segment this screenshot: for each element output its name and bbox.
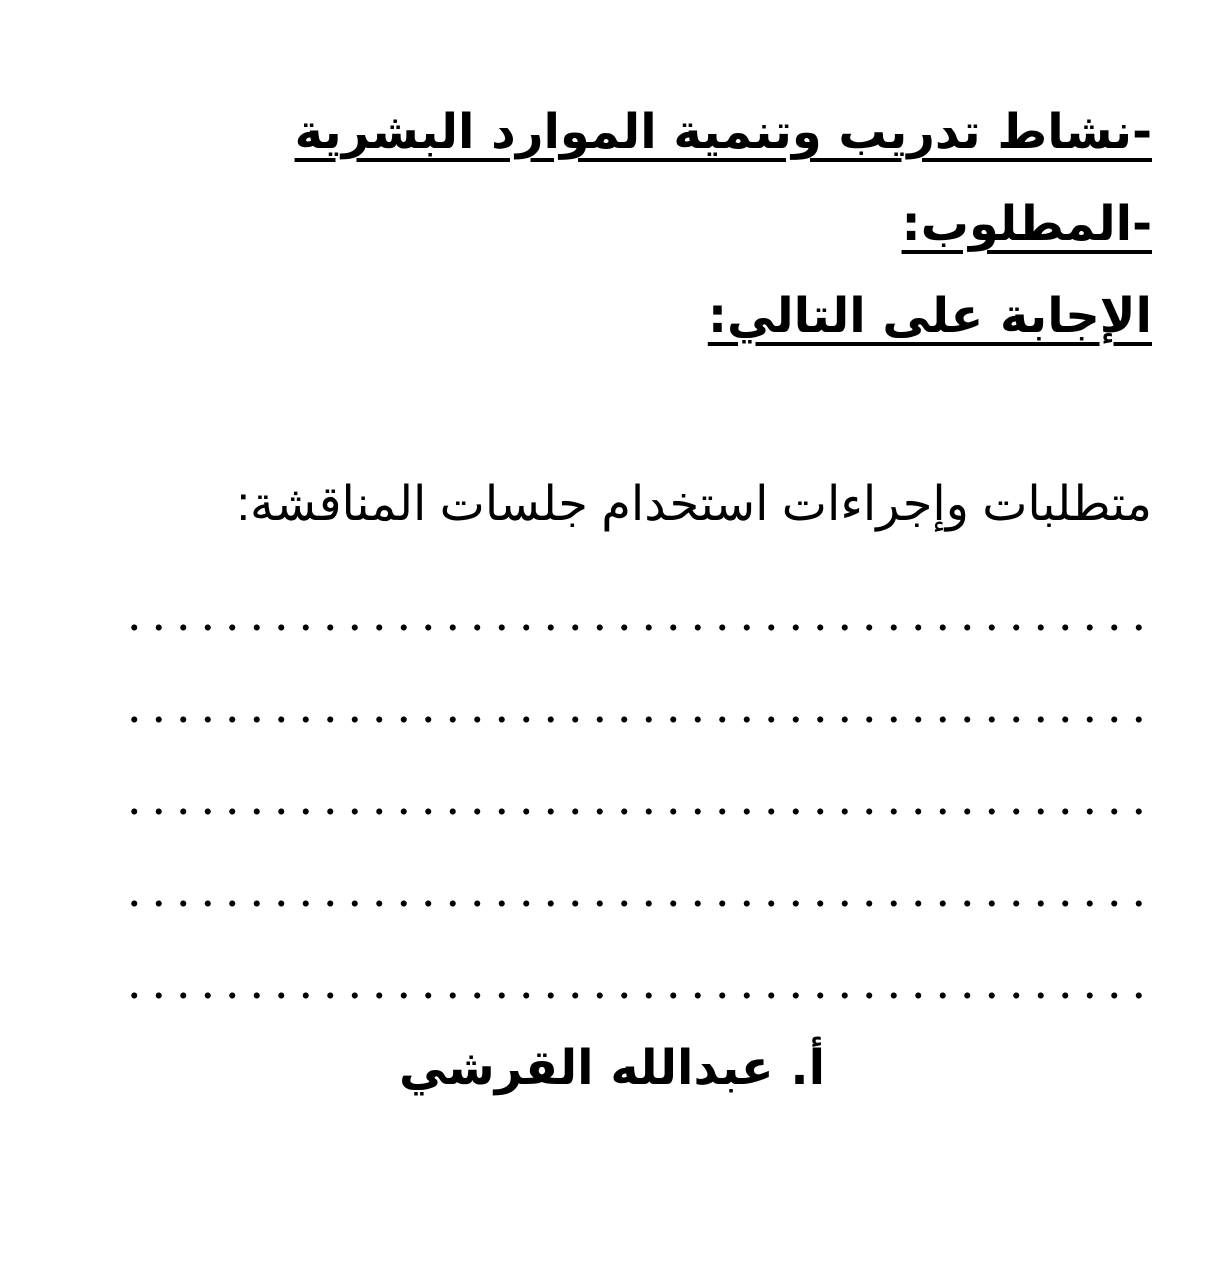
question-text: متطلبات وإجراءات استخدام جلسات المناقشة: <box>236 478 1152 531</box>
answer-line <box>122 900 1150 907</box>
answer-line <box>122 808 1150 815</box>
teacher-signature: أ. عبدالله القرشي <box>398 1040 826 1096</box>
required-label: -المطلوب: <box>901 196 1152 252</box>
answer-line <box>122 716 1150 723</box>
answer-instruction: الإجابة على التالي: <box>707 288 1152 344</box>
activity-title: -نشاط تدريب وتنمية الموارد البشرية <box>294 104 1152 160</box>
answer-line <box>122 992 1150 999</box>
answer-line <box>122 624 1150 631</box>
